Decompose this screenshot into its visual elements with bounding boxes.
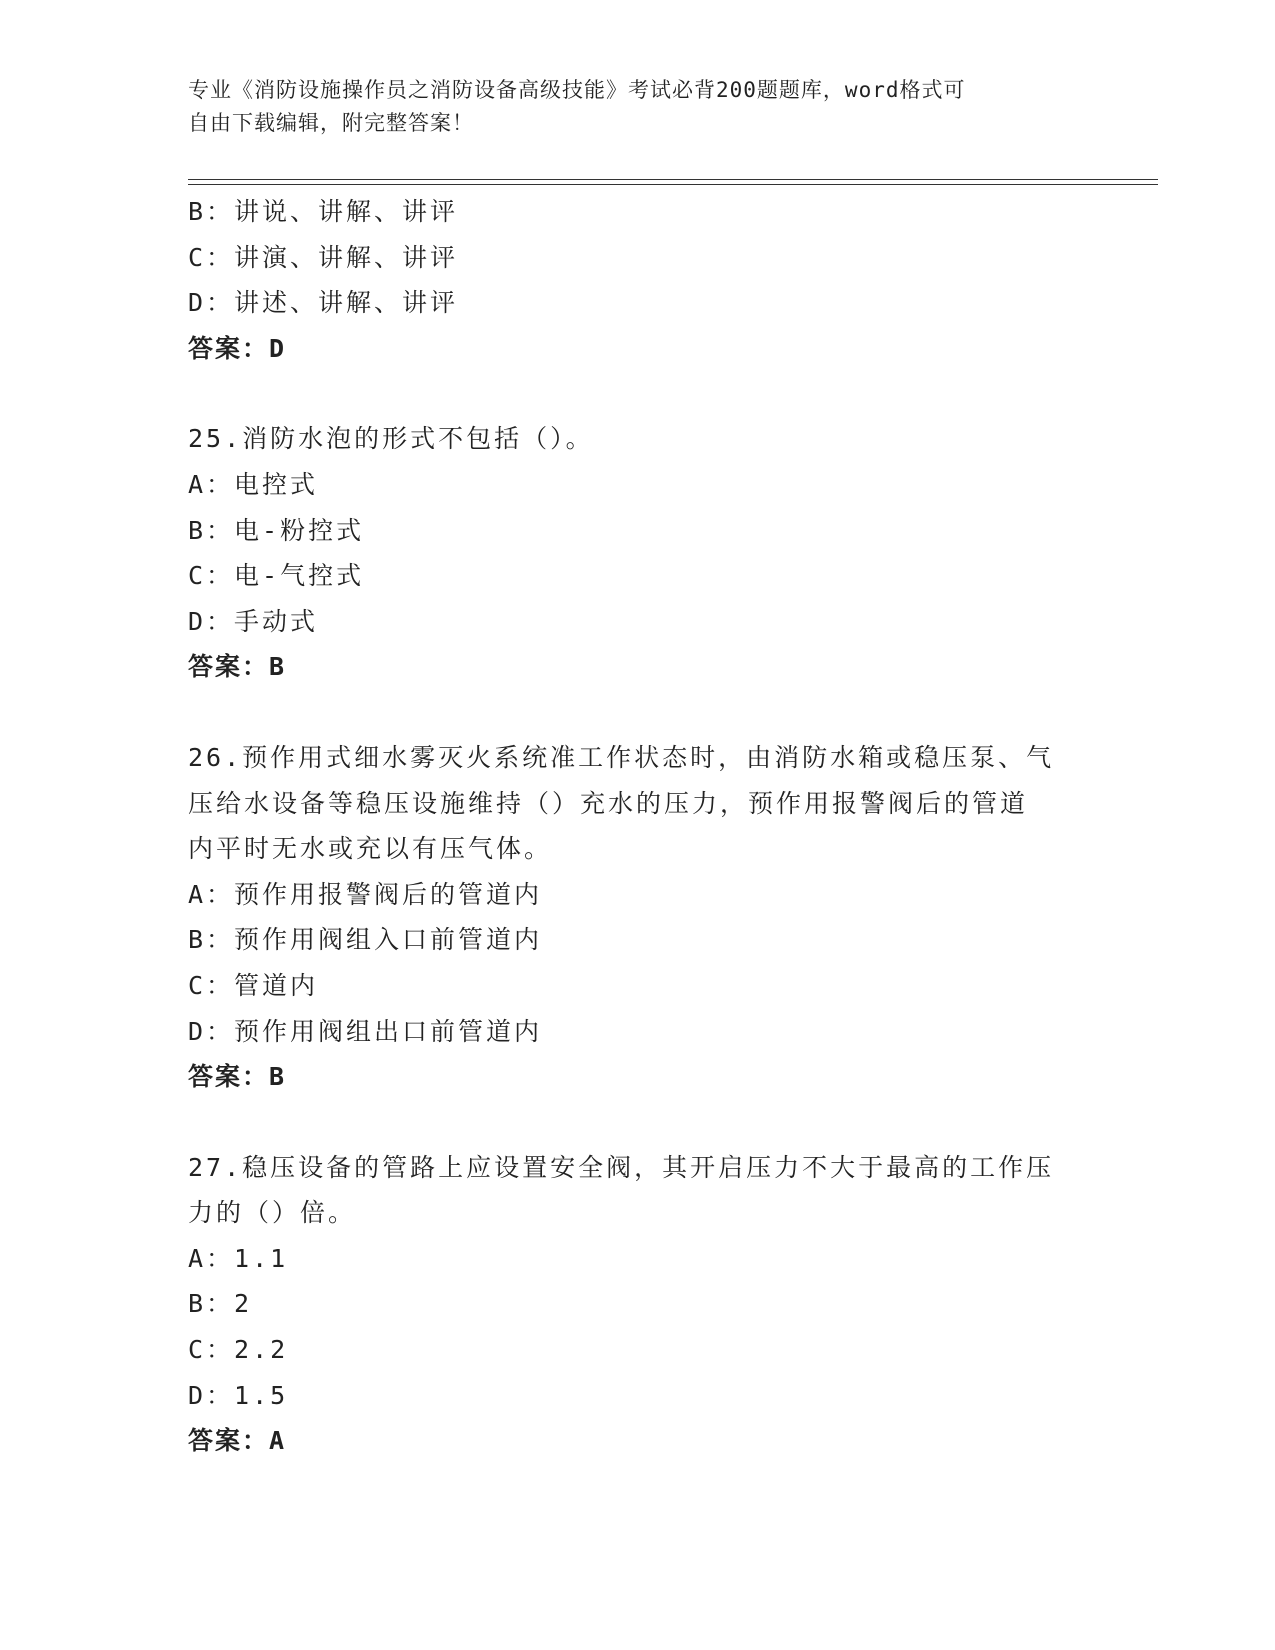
question-27-text-line-1: 27.稳压设备的管路上应设置安全阀，其开启压力不大于最高的工作压 xyxy=(188,1152,1055,1182)
question-26-block xyxy=(188,735,1088,1100)
header-divider-bottom xyxy=(188,184,1158,185)
header-divider-top xyxy=(188,179,1158,180)
question-25-answer: 答案：B xyxy=(188,652,287,682)
question-27-option-c: C：2.2 xyxy=(188,1335,289,1365)
question-25-text: 25.消防水泡的形式不包括（）。 xyxy=(188,424,594,454)
question-27-option-b: B：2 xyxy=(188,1289,253,1319)
question-27-text-line-2: 力的（）倍。 xyxy=(188,1198,357,1228)
question-27-block xyxy=(188,1145,1088,1464)
question-24-block xyxy=(188,189,1088,371)
question-24-option-d: D：讲述、讲解、讲评 xyxy=(188,288,459,318)
header-line-1: 专业《消防设施操作员之消防设备高级技能》考试必背200题题库，word格式可 xyxy=(188,78,966,102)
question-26-answer: 答案：B xyxy=(188,1062,287,1092)
question-26-option-a: A：预作用报警阀后的管道内 xyxy=(188,879,543,909)
question-25-option-d: D：手动式 xyxy=(188,606,319,636)
question-24-option-c: C：讲演、讲解、讲评 xyxy=(188,242,459,272)
question-25-option-b: B：电-粉控式 xyxy=(188,515,365,545)
question-26-text-line-2: 压给水设备等稳压设施维持（）充水的压力，预作用报警阀后的管道 xyxy=(188,788,1029,818)
header-line-2: 自由下载编辑，附完整答案！ xyxy=(188,111,474,135)
question-26-text-line-1: 26.预作用式细水雾灭火系统准工作状态时，由消防水箱或稳压泵、气 xyxy=(188,742,1055,772)
question-24-option-b: B：讲说、讲解、讲评 xyxy=(188,197,459,226)
question-27-answer: 答案：A xyxy=(188,1426,287,1456)
question-25-block xyxy=(188,416,1088,690)
question-27-option-a: A：1.1 xyxy=(188,1243,289,1273)
question-25-option-a: A：电控式 xyxy=(188,469,319,499)
question-25-option-c: C：电-气控式 xyxy=(188,561,365,591)
spacer xyxy=(188,1100,1088,1145)
question-24-answer: 答案：D xyxy=(188,333,287,363)
question-26-option-c: C：管道内 xyxy=(188,970,319,1000)
spacer xyxy=(188,690,1088,735)
question-list xyxy=(188,189,1088,1464)
document-header xyxy=(188,74,1068,140)
question-27-option-d: D：1.5 xyxy=(188,1380,289,1410)
question-26-option-b: B：预作用阀组入口前管道内 xyxy=(188,925,543,955)
question-26-option-d: D：预作用阀组出口前管道内 xyxy=(188,1016,543,1046)
question-26-text-line-3: 内平时无水或充以有压气体。 xyxy=(188,834,553,864)
spacer xyxy=(188,371,1088,416)
